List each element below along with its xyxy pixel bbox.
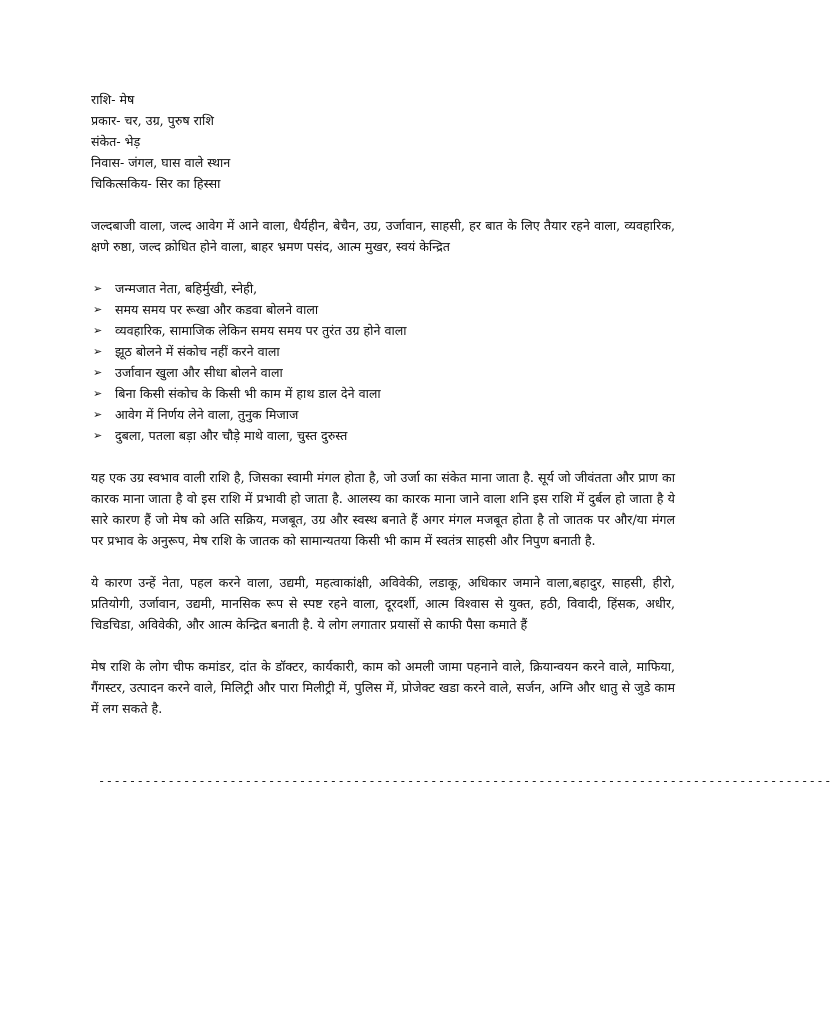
arrow-bullet-icon: ➢: [93, 282, 103, 295]
professions-paragraph: मेष राशि के लोग चीफ कमांडर, दांत के डॉक्टर, कार्यकारी, काम को अमली जामा पहनाने वाले, क्रियान्वयन करने वाले, माफिया, गैंगस्टर, उत्पादन करने वाले, मिलिट्री और पारा मिलीट्री में, पुलिस में, प्रोजेक्ट खडा करने वाले, सर्जन, अग्नि और धातु से जुडे काम में लग सकते है.: [91, 659, 675, 716]
rashi-line: राशि- मेष: [91, 92, 135, 107]
bullet-text: समय समय पर रूखा और कडवा बोलने वाला: [115, 302, 319, 317]
arrow-bullet-icon: ➢: [93, 345, 103, 358]
bullet-text: व्यवहारिक, सामाजिक लेकिन समय समय पर तुरंत उग्र होने वाला: [115, 323, 407, 338]
bullet-text: दुबला, पतला बड़ा और चौड़े माथे वाला, चुस्त दुरुस्त: [115, 428, 348, 443]
bullet-text: उर्जावान खुला और सीधा बोलने वाला: [115, 365, 283, 380]
arrow-bullet-icon: ➢: [93, 429, 103, 442]
chikitsakiya-line: चिकित्सकिय- सिर का हिस्सा: [91, 176, 221, 191]
document-body: [91, 89, 675, 719]
nivas-line: निवास- जंगल, घास वाले स्थान: [91, 155, 231, 170]
bullet-item: [91, 278, 675, 299]
bullet-text: आवेग में निर्णय लेने वाला, तुनुक मिजाज: [115, 407, 299, 422]
bullet-item: [91, 341, 675, 362]
traits-bullet-list: [91, 278, 675, 446]
bullet-text: झूठ बोलने में संकोच नहीं करने वाला: [115, 344, 280, 359]
qualities-paragraph: ये कारण उन्हें नेता, पहल करने वाला, उद्यमी, महत्वाकांक्षी, अविवेकी, लडाकू, अधिकार जमाने वाला,बहादुर, साहसी, हीरो, प्रतियोगी, उर्जावान, उद्यमी, मानसिक रूप से स्पष्ट रहने वाला, दूरदर्शी, आत्म विश्वास से युक्त, हठी, विवादी, हिंसक, अधीर, चिडचिडा, अविवेकी, और आत्म केन्द्रित बनाती है. ये लोग लगातार प्रयासों से काफी पैसा कमाते हैं: [91, 575, 675, 632]
nature-paragraph: यह एक उग्र स्वभाव वाली राशि है, जिसका स्वामी मंगल होता है, जो उर्जा का संकेत माना जाता है. सूर्य जो जीवंतता और प्राण का कारक माना जाता है वो इस राशि में प्रभावी हो जाता है. आलस्य का कारक माना जाने वाला शनि इस राशि में दुर्बल हो जाता है ये सारे कारण हैं जो मेष को अति सक्रिय, मजबूत, उग्र और स्वस्थ बनाते हैं अगर मंगल मजबूत होता है तो जातक पर और/या मंगल पर प्रभाव के अनुरूप, मेष राशि के जातक को सामान्यतया किसी भी काम में स्वतंत्र साहसी और निपुण बनाती है.: [91, 470, 675, 548]
arrow-bullet-icon: ➢: [93, 324, 103, 337]
bullet-item: [91, 320, 675, 341]
bullet-text: बिना किसी संकोच के किसी भी काम में हाथ डाल देने वाला: [115, 386, 381, 401]
arrow-bullet-icon: ➢: [93, 387, 103, 400]
bullet-text: जन्मजात नेता, बहिर्मुखी, स्नेही,: [115, 281, 258, 296]
bullet-item: [91, 404, 675, 425]
arrow-bullet-icon: ➢: [93, 408, 103, 421]
dashed-separator: -----------------------------------------------------------------------------------------------: [98, 774, 832, 788]
rashi-info-block: [91, 89, 675, 194]
arrow-bullet-icon: ➢: [93, 366, 103, 379]
bullet-item: [91, 425, 675, 446]
sanket-line: संकेत- भेड़: [91, 134, 141, 149]
bullet-item: [91, 299, 675, 320]
arrow-bullet-icon: ➢: [93, 303, 103, 316]
intro-paragraph: जल्दबाजी वाला, जल्द आवेग में आने वाला, धैर्यहीन, बेचैन, उग्र, उर्जावान, साहसी, हर बात के लिए तैयार रहने वाला, व्यवहारिक, क्षणे रुष्ठा, जल्द क्रोधित होने वाला, बाहर भ्रमण पसंद, आत्म मुखर, स्वयं केन्द्रित: [91, 218, 675, 254]
bullet-item: [91, 362, 675, 383]
bullet-item: [91, 383, 675, 404]
prakar-line: प्रकार- चर, उग्र, पुरुष राशि: [91, 113, 214, 128]
